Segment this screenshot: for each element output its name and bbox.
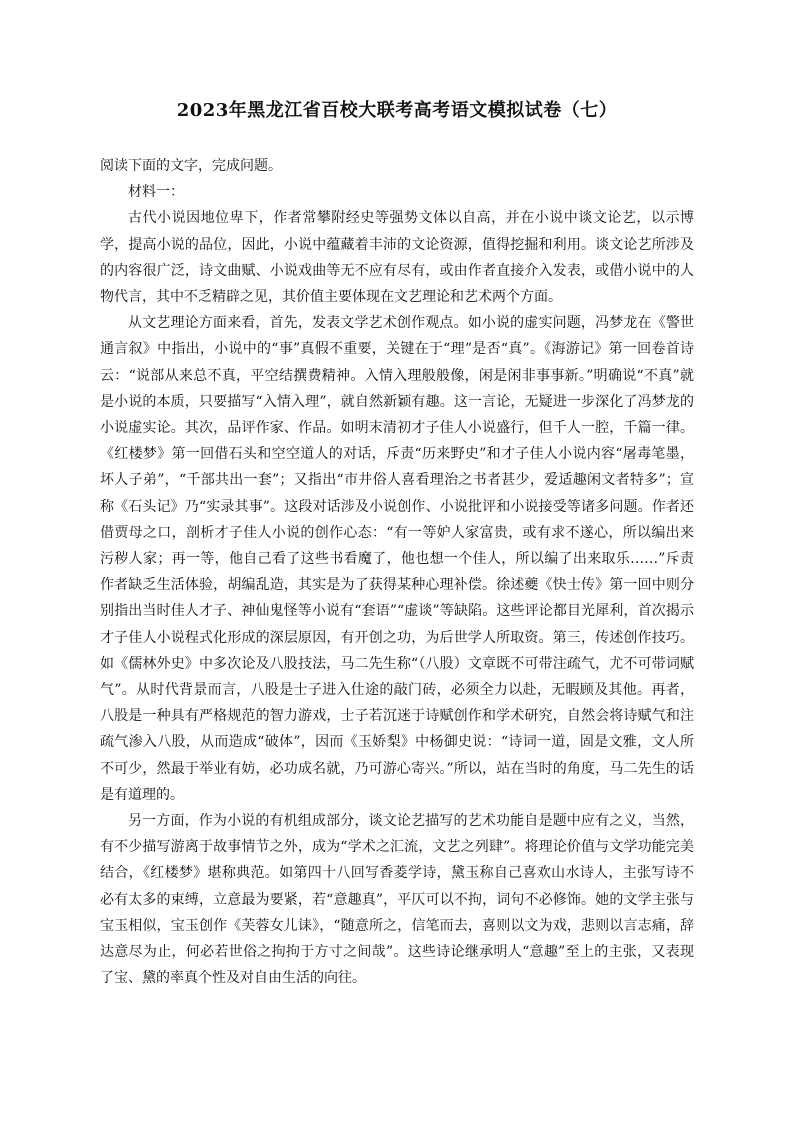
instruction-text: 阅读下面的文字，完成问题。: [100, 158, 282, 174]
paragraph-1: 古代小说因地位卑下，作者常攀附经史等强势文体以自高，并在小说中谈文论艺，以示博学，提高小说的品位，因此，小说中蕴藏着丰沛的文论资源，值得挖掘和利用。谈文论艺所涉及的内容很广泛，诗文曲赋、小说戏曲等无不应有尽有，或由作者直接介入发表，或借小说中的人物代言，其中不乏精辟之见，其价值主要体现在文艺理论和艺术两个方面。: [100, 210, 694, 306]
document-title: 2023年黑龙江省百校大联考高考语文模拟试卷（七）: [176, 100, 618, 121]
material-label: 材料一：: [128, 184, 184, 201]
document-body: [100, 153, 694, 992]
paragraph-2: 从文艺理论方面来看，首先，发表文学艺术创作观点。如小说的虚实问题，冯梦龙在《警世通言叙》中指出，小说中的“事”真假不重要，关键在于“理”是否“真”。《海游记》第一回卷首诗云：“说部从来总不真，平空结撰费精神。入情入理般般像，闲是闲非事事新。”明确说“不真”就是小说的本质，只要描写“入情入理”，就自然新颖有趣。这一言论，无疑进一步深化了冯梦龙的小说虚实论。其次，品评作家、作品。如明末清初才子佳人小说盛行，但千人一腔，千篇一律。《红楼梦》第一回借石头和空空道人的对话，斥责“历来野史”和才子佳人小说内容“屠毒笔墨，坏人子弟”，“千部共出一套”；又指出“市井俗人喜看理治之书者甚少，爱适趣闲文者特多”；宣称《石头记》乃“实录其事”。这段对话涉及小说创作、小说批评和小说接受等诸多问题。作者还借贾母之口，剖析才子佳人小说的创作心态：“有一等妒人家富贵，或有求不遂心，所以编出来污秽人家；再一等，他自己看了这些书看魔了，他也想一个佳人，所以编了出来取乐……”斥责作者缺乏生活体验，胡编乱造，其实是为了获得某种心理补偿。徐述夔《快士传》第一回中则分别指出当时佳人才子、神仙鬼怪等小说有“套语”“虚谈”等缺陷。这些评论都目光犀利，首次揭示才子佳人小说程式化形成的深层原因，有开创之功，为后世学人所取资。第三，传述创作技巧。如《儒林外史》中多次论及八股技法，马二先生称“（八股）文章既不可带注疏气，尤不可带词赋气”。从时代背景而言，八股是士子进入仕途的敲门砖，必须全力以赴，无暇顾及其他。再者，八股是一种具有严格规范的智力游戏，士子若沉迷于诗赋创作和学术研究，自然会将诗赋气和注疏气渗入八股，从而造成“破体”，因而《玉娇梨》中杨御史说：“诗词一道，固是文雅，文人所不可少，然最于举业有妨，必功成名就，乃可游心寄兴。”所以，站在当时的角度，马二先生的话是有道理的。: [100, 315, 694, 803]
paragraph-3: 另一方面，作为小说的有机组成部分，谈文论艺描写的艺术功能自是题中应有之义，当然，有不少描写游离于故事情节之外，成为“学术之汇流，文艺之列肆”。将理论价值与文学功能完美结合，《红楼梦》堪称典范。如第四十八回写香菱学诗，黛玉称自己喜欢山水诗人，主张写诗不必有太多的束缚，立意最为要紧，若“意趣真”，平仄可以不拘，词句不必修饰。她的文学主张与宝玉相似，宝玉创作《芙蓉女儿诔》，“随意所之，信笔而去，喜则以文为戏，悲则以言志痛，辞达意尽为止，何必若世俗之拘拘于方寸之间哉”。这些诗论继承明人“意趣”至上的主张，又表现了宝、黛的率真个性及对自由生活的向往。: [100, 813, 694, 987]
